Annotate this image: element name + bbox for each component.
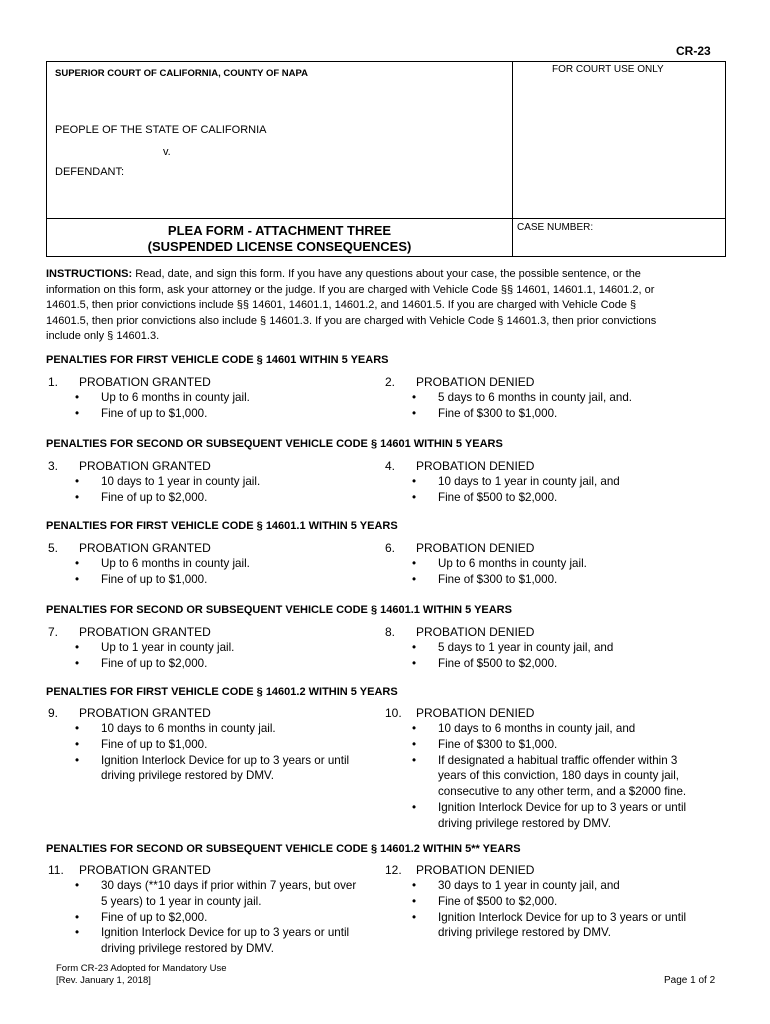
item-number: 1. bbox=[48, 375, 59, 389]
bullet-icon: • bbox=[412, 801, 417, 814]
court-use-label: FOR COURT USE ONLY bbox=[552, 64, 664, 75]
penalty-item: 5 days to 6 months in county jail, and. bbox=[438, 391, 632, 404]
case-number-label: CASE NUMBER: bbox=[517, 222, 594, 233]
item-number: 10. bbox=[385, 706, 402, 720]
item-number: 6. bbox=[385, 541, 396, 555]
section-heading: PENALTIES FOR FIRST VEHICLE CODE § 14601 WITHIN 5 YEARS bbox=[46, 354, 389, 366]
defendant-label: DEFENDANT: bbox=[55, 166, 125, 178]
penalty-item: 10 days to 6 months in county jail, and bbox=[438, 722, 636, 735]
section-heading: PENALTIES FOR SECOND OR SUBSEQUENT VEHICLE CODE § 14601.2 WITHIN 5** YEARS bbox=[46, 843, 521, 855]
page-number: Page 1 of 2 bbox=[664, 975, 716, 986]
bullet-icon: • bbox=[412, 656, 417, 670]
probation-label: PROBATION DENIED bbox=[416, 375, 535, 389]
section-heading: PENALTIES FOR SECOND OR SUBSEQUENT VEHICLE CODE § 14601 WITHIN 5 YEARS bbox=[46, 438, 503, 450]
section-heading: PENALTIES FOR FIRST VEHICLE CODE § 14601.1 WITHIN 5 YEARS bbox=[46, 520, 398, 532]
penalty-item: Ignition Interlock Device for up to 3 years or until driving privilege restored by DMV. bbox=[101, 926, 350, 956]
probation-label: PROBATION DENIED bbox=[416, 863, 535, 877]
probation-label: PROBATION GRANTED bbox=[79, 863, 211, 877]
form-title-line1: PLEA FORM - ATTACHMENT THREE bbox=[167, 223, 392, 238]
probation-label: PROBATION DENIED bbox=[416, 706, 535, 720]
bullet-icon: • bbox=[75, 910, 80, 924]
probation-label: PROBATION GRANTED bbox=[79, 375, 211, 389]
bullet-icon: • bbox=[412, 737, 417, 751]
item-number: 8. bbox=[385, 625, 396, 639]
instructions-label: INSTRUCTIONS: bbox=[46, 268, 133, 280]
penalty-item: Fine of up to $2,000. bbox=[101, 490, 208, 504]
bullet-icon: • bbox=[75, 879, 80, 892]
instructions-line-1 bbox=[46, 267, 722, 283]
section-heading: PENALTIES FOR SECOND OR SUBSEQUENT VEHICLE CODE § 14601.1 WITHIN 5 YEARS bbox=[46, 604, 512, 616]
penalty-item: 5 days to 1 year in county jail, and bbox=[438, 641, 614, 654]
bullet-icon: • bbox=[412, 572, 417, 586]
penalty-item: Fine of $500 to $2,000. bbox=[438, 894, 558, 908]
item-number: 4. bbox=[385, 459, 396, 473]
bullet-icon: • bbox=[412, 910, 417, 924]
penalty-item: Fine of up to $1,000. bbox=[101, 572, 208, 586]
bullet-icon: • bbox=[75, 475, 80, 488]
bullet-icon: • bbox=[412, 753, 417, 767]
probation-label: PROBATION GRANTED bbox=[79, 459, 211, 473]
bullet-icon: • bbox=[412, 490, 417, 504]
caption-box bbox=[46, 61, 726, 257]
bullet-icon: • bbox=[75, 406, 80, 420]
bullet-icon: • bbox=[75, 737, 80, 751]
instructions-line-3: 14601.5, then prior convictions include §§ 14601, 14601.1, 14601.2, and 14601.5. If you are charged with Vehicle Code § bbox=[46, 299, 637, 312]
case-number-rule bbox=[512, 218, 726, 219]
penalty-item: Fine of up to $2,000. bbox=[101, 656, 208, 670]
form-title bbox=[47, 223, 512, 255]
bullet-icon: • bbox=[412, 641, 417, 654]
item-number: 3. bbox=[48, 459, 59, 473]
plaintiff-label: PEOPLE OF THE STATE OF CALIFORNIA bbox=[55, 124, 267, 136]
item-number: 11. bbox=[48, 863, 64, 877]
bullet-icon: • bbox=[75, 641, 80, 654]
bullet-icon: • bbox=[412, 557, 417, 570]
bullet-icon: • bbox=[75, 557, 80, 570]
bullet-icon: • bbox=[412, 406, 417, 420]
penalty-item: Fine of up to $2,000. bbox=[101, 910, 208, 924]
item-number: 7. bbox=[48, 625, 59, 639]
penalty-item: Ignition Interlock Device for up to 3 years or until driving privilege restored by DMV. bbox=[438, 801, 687, 830]
footer-adopted: Form CR-23 Adopted for Mandatory Use bbox=[56, 963, 227, 974]
instructions bbox=[46, 267, 722, 345]
item-number: 2. bbox=[385, 375, 396, 389]
footer-form-info bbox=[56, 963, 227, 987]
form-title-line2: (SUSPENDED LICENSE CONSEQUENCES) bbox=[147, 239, 412, 254]
instructions-line-5: include only § 14601.3. bbox=[46, 330, 160, 343]
bullet-icon: • bbox=[412, 475, 417, 488]
probation-label: PROBATION GRANTED bbox=[79, 625, 211, 639]
bullet-icon: • bbox=[75, 926, 80, 940]
penalty-item: Up to 6 months in county jail. bbox=[101, 557, 250, 570]
instructions-line-4: 14601.5, then prior convictions also include § 14601.3. If you are charged with Vehicle Code § 14601.3, then prior convictions bbox=[46, 314, 657, 327]
bullet-icon: • bbox=[75, 391, 80, 404]
probation-label: PROBATION DENIED bbox=[416, 459, 535, 473]
penalty-item: Fine of up to $1,000. bbox=[101, 406, 208, 420]
penalty-item: 10 days to 1 year in county jail. bbox=[101, 475, 261, 488]
bullet-icon: • bbox=[75, 656, 80, 670]
penalty-item: If designated a habitual traffic offender within 3 years of this conviction, 180 days in county jail, consecutive to any other term, and a $2000 fine. bbox=[438, 753, 687, 799]
caption-divider bbox=[512, 62, 513, 256]
penalty-item: Fine of $500 to $2,000. bbox=[438, 490, 558, 504]
probation-label: PROBATION DENIED bbox=[416, 541, 535, 555]
bullet-icon: • bbox=[412, 879, 417, 892]
penalty-item: Fine of $500 to $2,000. bbox=[438, 656, 558, 670]
penalty-item: Fine of up to $1,000. bbox=[101, 737, 208, 751]
bullet-icon: • bbox=[75, 490, 80, 504]
instructions-text-1: Read, date, and sign this form. If you have any questions about your case, the possible sentence, or the bbox=[132, 268, 641, 280]
penalty-item: Fine of $300 to $1,000. bbox=[438, 737, 558, 751]
bullet-icon: • bbox=[75, 722, 80, 735]
bullet-icon: • bbox=[412, 722, 417, 735]
penalty-item: Ignition Interlock Device for up to 3 years or until driving privilege restored by DMV. bbox=[438, 910, 687, 940]
instructions-line-2: information on this form, ask your attorney or the judge. If you are charged with Vehicle Code §§ 14601, 14601.1, 14601.2, or bbox=[46, 283, 655, 296]
penalty-item: Fine of $300 to $1,000. bbox=[438, 572, 558, 586]
bullet-icon: • bbox=[412, 894, 417, 908]
penalty-item: Ignition Interlock Device for up to 3 years or until driving privilege restored by DMV. bbox=[101, 753, 350, 783]
footer-revision: [Rev. January 1, 2018] bbox=[56, 975, 151, 986]
penalty-item: Up to 6 months in county jail. bbox=[101, 391, 250, 404]
bullet-icon: • bbox=[75, 753, 80, 767]
caption-title-rule bbox=[47, 218, 512, 219]
penalty-item: 30 days (**10 days if prior within 7 years, but over 5 years) to 1 year in county jail. bbox=[101, 879, 357, 908]
probation-label: PROBATION DENIED bbox=[416, 625, 535, 639]
item-number: 9. bbox=[48, 706, 59, 720]
versus-label: v. bbox=[163, 146, 171, 158]
probation-label: PROBATION GRANTED bbox=[79, 706, 211, 720]
penalty-item: 10 days to 6 months in county jail. bbox=[101, 722, 276, 735]
probation-label: PROBATION GRANTED bbox=[79, 541, 211, 555]
penalty-item: Fine of $300 to $1,000. bbox=[438, 406, 558, 420]
item-number: 12. bbox=[385, 863, 402, 877]
bullet-icon: • bbox=[75, 572, 80, 586]
form-id: CR-23 bbox=[676, 44, 711, 58]
penalty-item: 10 days to 1 year in county jail, and bbox=[438, 475, 620, 488]
penalty-item: Up to 6 months in county jail. bbox=[438, 557, 587, 570]
item-number: 5. bbox=[48, 541, 59, 555]
penalty-item: Up to 1 year in county jail. bbox=[101, 641, 235, 654]
court-name: SUPERIOR COURT OF CALIFORNIA, COUNTY OF NAPA bbox=[55, 68, 308, 79]
penalty-item: 30 days to 1 year in county jail, and bbox=[438, 879, 620, 892]
bullet-icon: • bbox=[412, 391, 417, 404]
section-heading: PENALTIES FOR FIRST VEHICLE CODE § 14601.2 WITHIN 5 YEARS bbox=[46, 686, 398, 698]
